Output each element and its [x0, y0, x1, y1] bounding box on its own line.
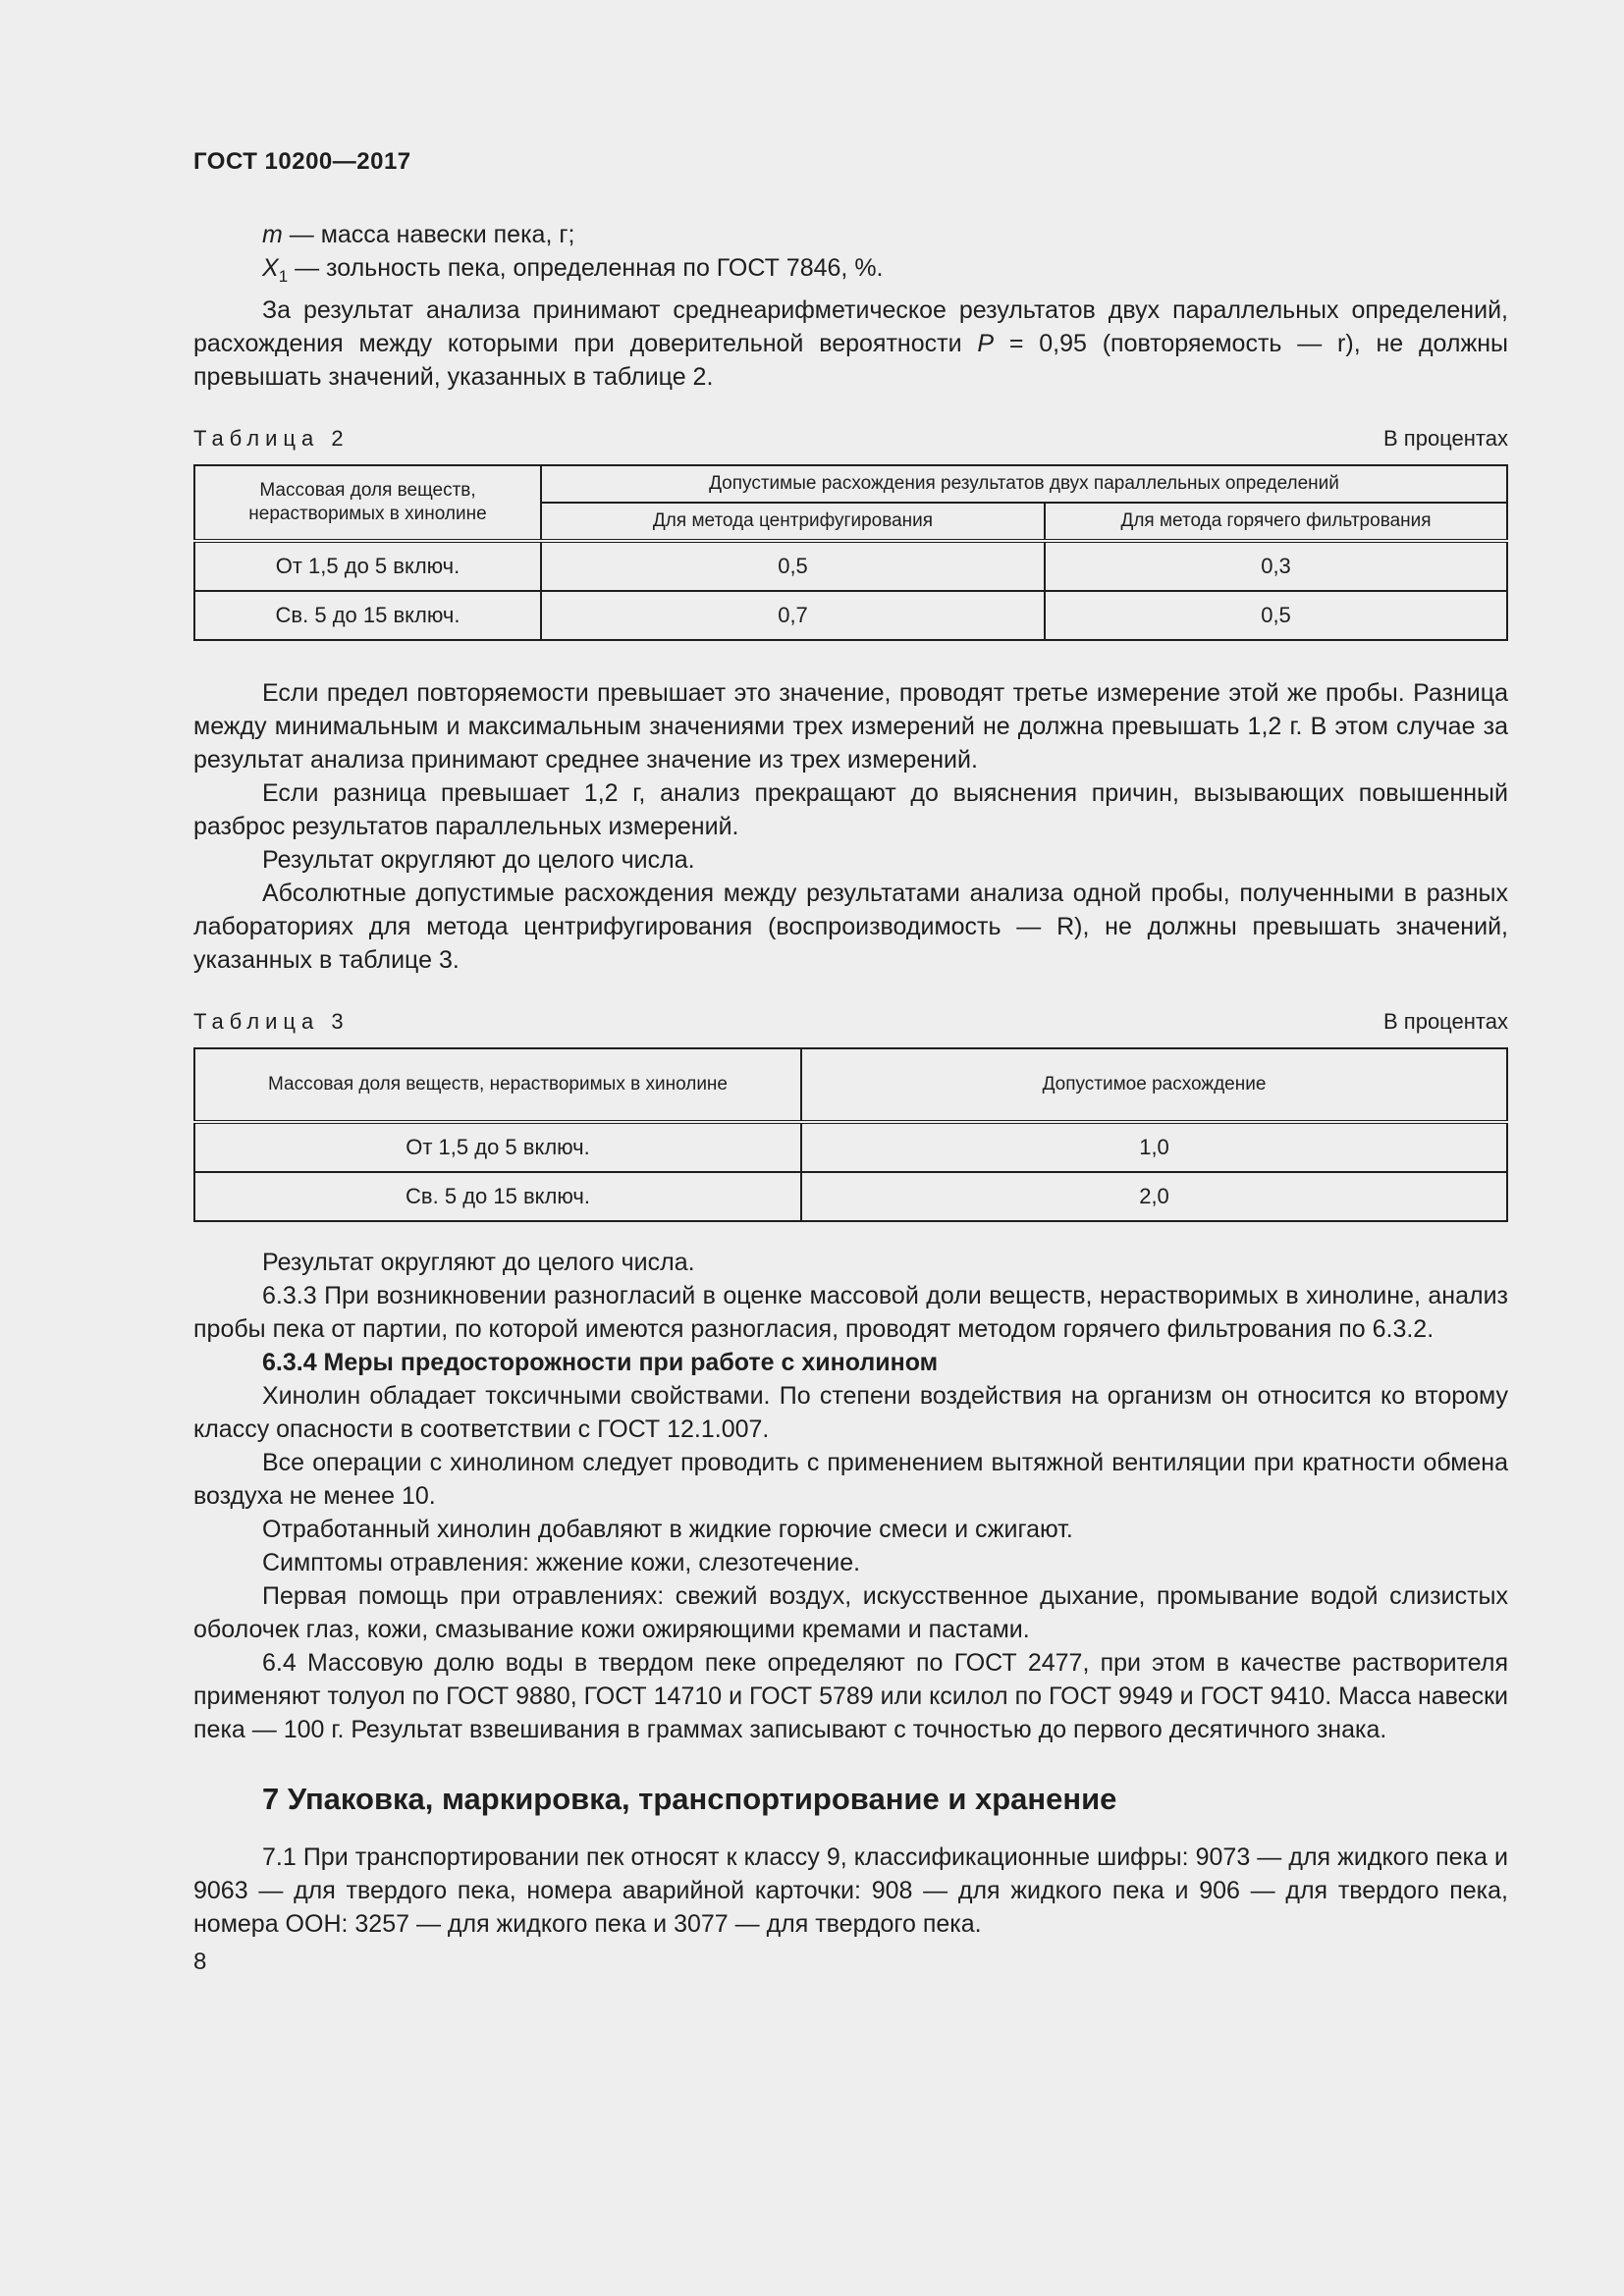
paragraph: Результат округляют до целого числа. [262, 1249, 695, 1276]
table3-cell-value: 1,0 [801, 1122, 1507, 1172]
intro-variable-p: P [977, 330, 995, 357]
section-7-title: 7 Упаковка, маркировка, транспортирование и хранение [262, 1782, 1117, 1816]
table2-caption [193, 425, 1508, 453]
table3-cell-range: От 1,5 до 5 включ. [194, 1122, 801, 1172]
definition-x1-text: — зольность пека, определенная по ГОСТ 7846, %. [288, 254, 884, 282]
paragraph-6-4: 6.4 Массовую долю воды в твердом пеке определяют по ГОСТ 2477, при этом в качестве растворителя применяют толуол по ГОСТ 9880, ГОСТ 14710 и ГОСТ 5789 или ксилол по ГОСТ 9949 и ГОСТ 9410. Масса навески пека — 100 г. Результат взвешивания в граммах записывают с точностью до первого десятичного знака. [193, 1649, 1508, 1743]
paragraph: Если разница превышает 1,2 г, анализ прекращают до выяснения причин, вызывающих повышенный разброс результатов параллельных измерений. [193, 779, 1508, 840]
table3-cell-value: 2,0 [801, 1172, 1507, 1221]
paragraph-7-1: 7.1 При транспортировании пек относят к классу 9, классификационные шифры: 9073 — для жидкого пека и 9063 — для твердого пека, номера аварийной карточки: 908 — для жидкого пека и 906 — для твердого пека, номера ООН: 3257 — для жидкого пека и 3077 — для твердого пека. [193, 1843, 1508, 1938]
document-header: ГОСТ 10200—2017 [193, 148, 411, 175]
table-row [194, 591, 1507, 640]
table2-cell-value: 0,5 [541, 541, 1045, 591]
table3-unit: В процентах [1383, 1009, 1508, 1034]
subsection-heading-6-3-4: 6.3.4 Меры предосторожности при работе с хинолином [262, 1349, 939, 1376]
paragraph: Симптомы отравления: жжение кожи, слезотечение. [262, 1549, 861, 1576]
intro-text-before: За результат анализа принимают среднеарифметическое результатов двух параллельных определений, расхождения между которыми при доверительной вероятности [193, 296, 1508, 357]
table2-group-header: Допустимые расхождения результатов двух параллельных определений [541, 465, 1507, 503]
paragraph: Хинолин обладает токсичными свойствами. По степени воздействия на организм он относится ко второму классу опасности в соответствии с ГОСТ 12.1.007. [193, 1382, 1508, 1443]
table3-label: Таблица 3 [193, 1009, 350, 1034]
paragraph: Первая помощь при отравлениях: свежий воздух, искусственное дыхание, промывание водой слизистых оболочек глаз, кожи, смазывание кожи ожиряющими кремами и пастами. [193, 1582, 1508, 1643]
table2-subheader-hot-filter: Для метода горячего фильтрования [1045, 503, 1507, 541]
symbol-x-subscript: 1 [278, 267, 289, 286]
paragraph: Все операции с хинолином следует проводить с применением вытяжной вентиляции при кратности обмена воздуха не менее 10. [193, 1449, 1508, 1510]
definition-m-text: — масса навески пека, г; [282, 221, 575, 248]
paragraph: Абсолютные допустимые расхождения между результатами анализа одной пробы, полученными в разных лабораториях для метода центрифугирования (воспроизводимость — R), не должны превышать значений, указанных в таблице 3. [193, 880, 1508, 974]
table3-caption [193, 1008, 1508, 1036]
paragraph-intro [193, 294, 1508, 394]
paragraph-6-3-3: 6.3.3 При возникновении разногласий в оценке массовой доли веществ, нерастворимых в хинолине, анализ пробы пека от партии, по которой имеются разногласия, проводят методом горячего фильтрования по 6.3.2. [193, 1282, 1508, 1343]
definition-x1 [193, 251, 1508, 294]
table2-unit: В процентах [1383, 426, 1508, 451]
table3-col1-header: Массовая доля веществ, нерастворимых в хинолине [194, 1048, 801, 1122]
definition-m [193, 218, 1508, 251]
symbol-x: X [262, 254, 279, 282]
paragraph: Если предел повторяемости превышает это значение, проводят третье измерение этой же пробы. Разница между минимальным и максимальным значениями трех измерений не должна превышать 1,2 г. В этом случае за результат анализа принимают среднее значение из трех измерений. [193, 679, 1508, 774]
symbol-m: m [262, 221, 283, 248]
paragraph: Отработанный хинолин добавляют в жидкие горючие смеси и сжигают. [262, 1516, 1073, 1543]
table-2 [193, 464, 1508, 641]
table-row [194, 541, 1507, 591]
paragraph: Результат округляют до целого числа. [262, 846, 695, 874]
table-3 [193, 1047, 1508, 1222]
intro-text-after: = 0,95 (повторяемость — r), не должны превышать значений, указанных в таблице 2. [193, 330, 1509, 391]
table2-cell-value: 0,7 [541, 591, 1045, 640]
table2-cell-value: 0,3 [1045, 541, 1507, 591]
page-number: 8 [193, 1949, 207, 1975]
table-row [194, 1122, 1507, 1172]
table2-cell-range: Св. 5 до 15 включ. [194, 591, 541, 640]
table2-col1-header: Массовая доля веществ, нерастворимых в хинолине [194, 465, 541, 541]
table-row [194, 1172, 1507, 1221]
table2-cell-value: 0,5 [1045, 591, 1507, 640]
table2-subheader-centrifuge: Для метода центрифугирования [541, 503, 1045, 541]
document-page [193, 147, 1508, 1976]
table2-label: Таблица 2 [193, 426, 350, 451]
table3-col2-header: Допустимое расхождение [801, 1048, 1507, 1122]
table2-cell-range: От 1,5 до 5 включ. [194, 541, 541, 591]
table3-cell-range: Св. 5 до 15 включ. [194, 1172, 801, 1221]
